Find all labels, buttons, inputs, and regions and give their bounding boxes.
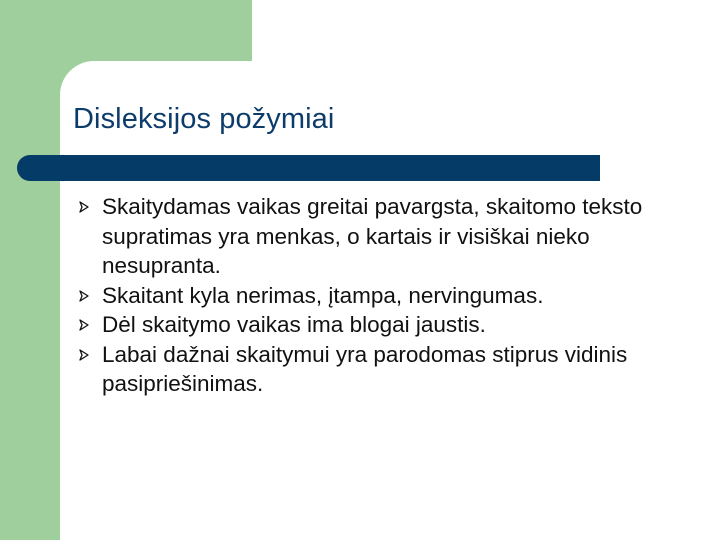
bullet-text: Skaitydamas vaikas greitai pavargsta, skaitomo teksto supratimas yra menkas, o kartais ir visiškai nieko nesupranta. bbox=[102, 194, 643, 278]
arrow-bullet-icon bbox=[78, 349, 90, 361]
bullet-item-1 bbox=[78, 192, 678, 281]
bullet-text: Labai dažnai skaitymui yra parodomas stiprus vidinis pasipriešinimas. bbox=[102, 341, 628, 396]
title-underline-bar bbox=[17, 155, 600, 181]
arrow-bullet-icon bbox=[78, 319, 90, 331]
bullet-text: Skaitant kyla nerimas, įtampa, nervingumas. bbox=[102, 282, 544, 308]
slide-title: Disleksijos požymiai bbox=[73, 103, 335, 135]
bullet-item-2 bbox=[78, 281, 678, 311]
bullet-text: Dėl skaitymo vaikas ima blogai jaustis. bbox=[102, 312, 486, 337]
bullet-list bbox=[78, 192, 678, 399]
bullet-item-3 bbox=[78, 310, 678, 340]
bullet-item-4 bbox=[78, 340, 678, 399]
left-accent-strip bbox=[0, 0, 60, 540]
arrow-bullet-icon bbox=[78, 290, 90, 302]
arrow-bullet-icon bbox=[78, 201, 90, 213]
